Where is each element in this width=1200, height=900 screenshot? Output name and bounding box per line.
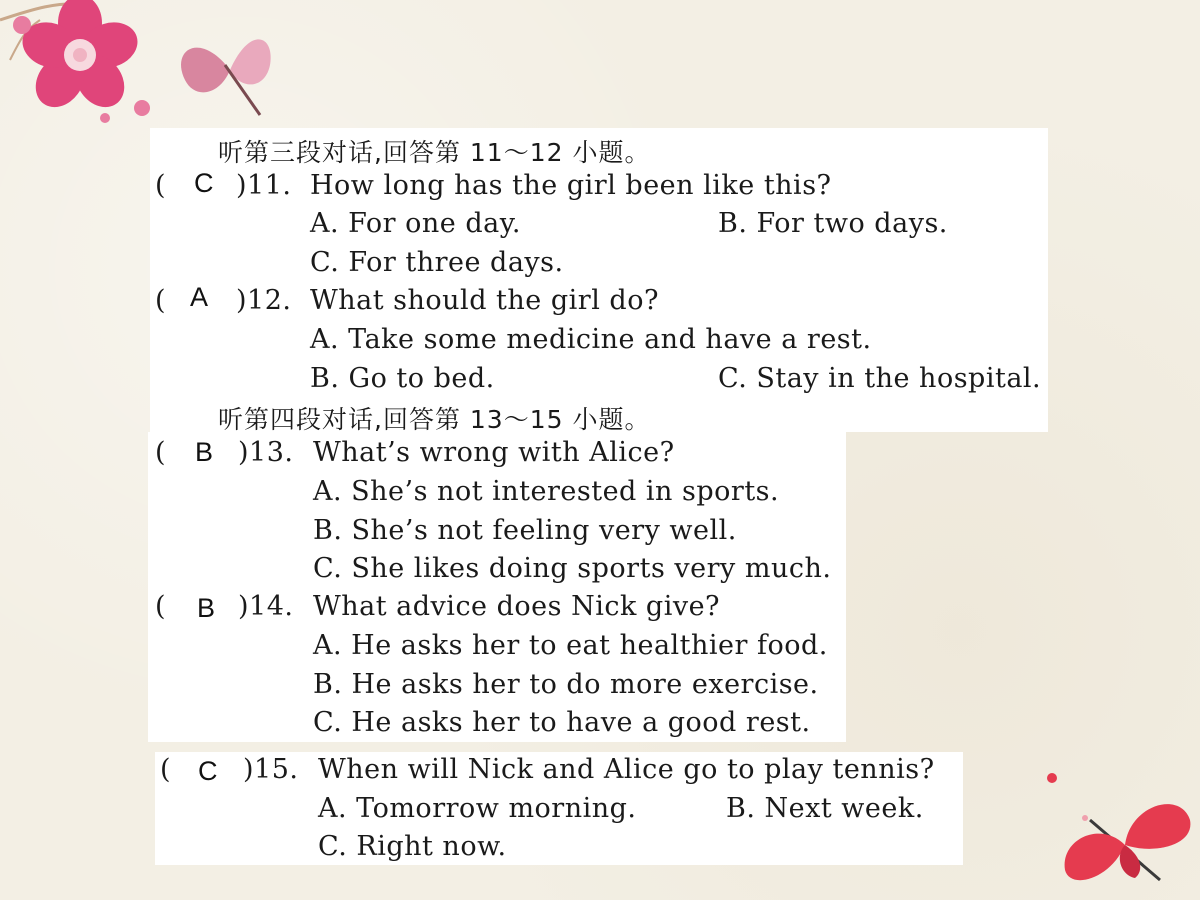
butterfly-decoration-icon <box>1030 760 1200 900</box>
question-number: )13. <box>238 437 294 468</box>
answer-paren: ( <box>155 285 166 316</box>
question-text: When will Nick and Alice go to play tennis? <box>318 754 935 785</box>
question-number: )14. <box>238 591 294 622</box>
option-c: C. He asks her to have a good rest. <box>313 707 811 738</box>
option-b: B. She’s not feeling very well. <box>313 515 737 546</box>
option-c: C. Right now. <box>318 831 507 862</box>
question-number: )12. <box>236 285 292 316</box>
option-b: B. Go to bed. <box>310 363 495 394</box>
answer-letter: B <box>195 437 214 467</box>
option-b: B. He asks her to do more exercise. <box>313 669 819 700</box>
option-c: C. Stay in the hospital. <box>718 363 1042 394</box>
question-text: What advice does Nick give? <box>313 591 721 622</box>
option-c: C. For three days. <box>310 247 564 278</box>
answer-letter: B <box>197 593 216 623</box>
answer-letter: C <box>194 168 214 198</box>
answer-letter: A <box>190 282 209 312</box>
option-a: A. Tomorrow morning. <box>318 793 637 824</box>
flower-decoration-icon <box>0 0 300 130</box>
option-a: A. For one day. <box>310 208 522 239</box>
question-text: What’s wrong with Alice? <box>313 437 675 468</box>
section-heading: 听第三段对话,回答第 11～12 小题。 <box>218 138 651 167</box>
option-a: A. She’s not interested in sports. <box>313 476 780 507</box>
answer-paren: ( <box>160 754 171 785</box>
question-text: How long has the girl been like this? <box>310 170 832 201</box>
option-c: C. She likes doing sports very much. <box>313 553 832 584</box>
question-number: )11. <box>236 170 292 201</box>
answer-paren: ( <box>155 591 166 622</box>
option-a: A. Take some medicine and have a rest. <box>310 324 872 355</box>
answer-paren: ( <box>155 170 166 201</box>
question-text: What should the girl do? <box>310 285 659 316</box>
question-number: )15. <box>243 754 299 785</box>
section-heading: 听第四段对话,回答第 13～15 小题。 <box>218 405 651 434</box>
answer-letter: C <box>198 756 218 786</box>
answer-paren: ( <box>155 437 166 468</box>
option-b: B. Next week. <box>726 793 924 824</box>
option-b: B. For two days. <box>718 208 948 239</box>
option-a: A. He asks her to eat healthier food. <box>313 630 828 661</box>
